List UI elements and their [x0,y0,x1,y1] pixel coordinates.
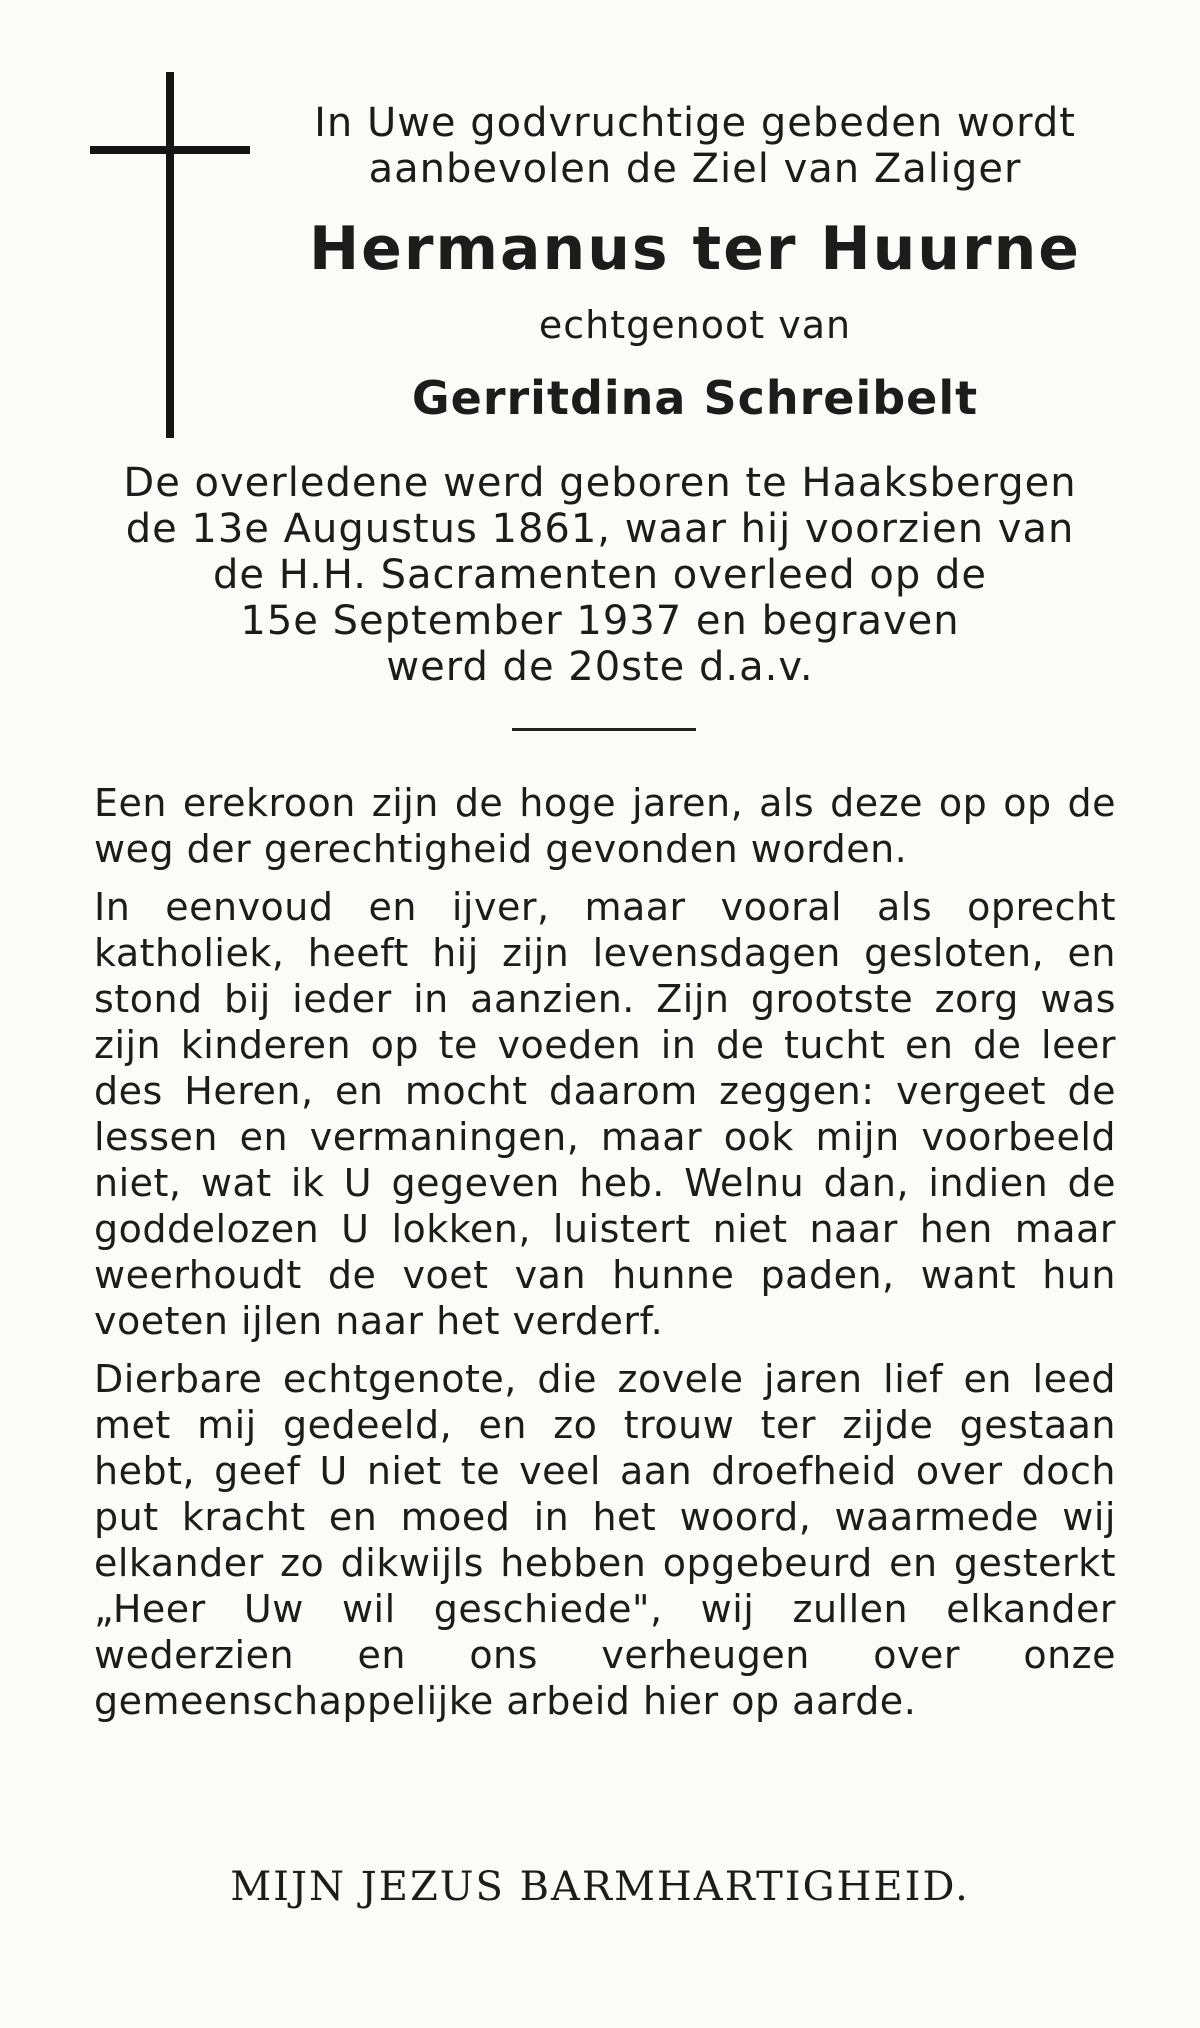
cross-icon-horizontal [90,146,250,154]
deceased-name: Hermanus ter Huurne [308,214,1082,284]
biography [90,460,1110,690]
body-paragraph: Een erekroon zijn de hoge jaren, als deze op op de weg der gerechtigheid gevonden worden. [94,781,1116,871]
card-body [94,780,1116,1736]
spouse-label: echtgenoot van [538,303,852,347]
cross-icon-vertical [166,72,174,438]
intro-line: aanbevolen de Ziel van Zaliger [368,146,1022,192]
biography-line: 15e September 1937 en begraven [240,598,960,644]
section-divider [512,728,696,731]
intro-line: In Uwe godvruchtige gebeden wordt [314,100,1076,146]
card-header [260,100,1130,426]
biography-line: de H.H. Sacramenten overleed op de [213,552,987,598]
body-paragraph: In eenvoud en ijver, maar vooral als oprecht katholiek, heeft hij zijn levensdagen gesloten, en stond bij ieder in aanzien. Zijn grootste zorg was zijn kinderen op te voeden in de tucht en de leer des Heren, en mocht daarom zeggen: vergeet de lessen en vermaningen, maar ook mijn voorbeeld niet, wat ik U gegeven heb. Welnu dan, indien de goddelozen U lokken, luistert niet naar hen maar weerhoudt de voet van hunne paden, want hun voeten ijlen naar het verderf. [94,885,1116,1343]
biography-line: werd de 20ste d.a.v. [386,644,814,690]
biography-line: de 13e Augustus 1861, waar hij voorzien van [125,506,1075,552]
closing-prayer: MIJN JEZUS BARMHARTIGHEID. [230,1864,970,1910]
biography-line: De overledene werd geboren te Haaksbergen [123,460,1077,506]
body-paragraph: Dierbare echtgenote, die zovele jaren lief en leed met mij gedeeld, en zo trouw ter zijde gestaan hebt, geef U niet te veel aan droefheid over doch put kracht en moed in het woord, waarmede wij elkander zo dikwijls hebben opgebeurd en gesterkt „Heer Uw wil geschiede", wij zullen elkander wederzien en ons verheugen over onze gemeenschappelijke arbeid hier op aarde. [94,1357,1116,1723]
spouse-name: Gerritdina Schreibelt [411,371,979,425]
intro-text [260,100,1130,192]
